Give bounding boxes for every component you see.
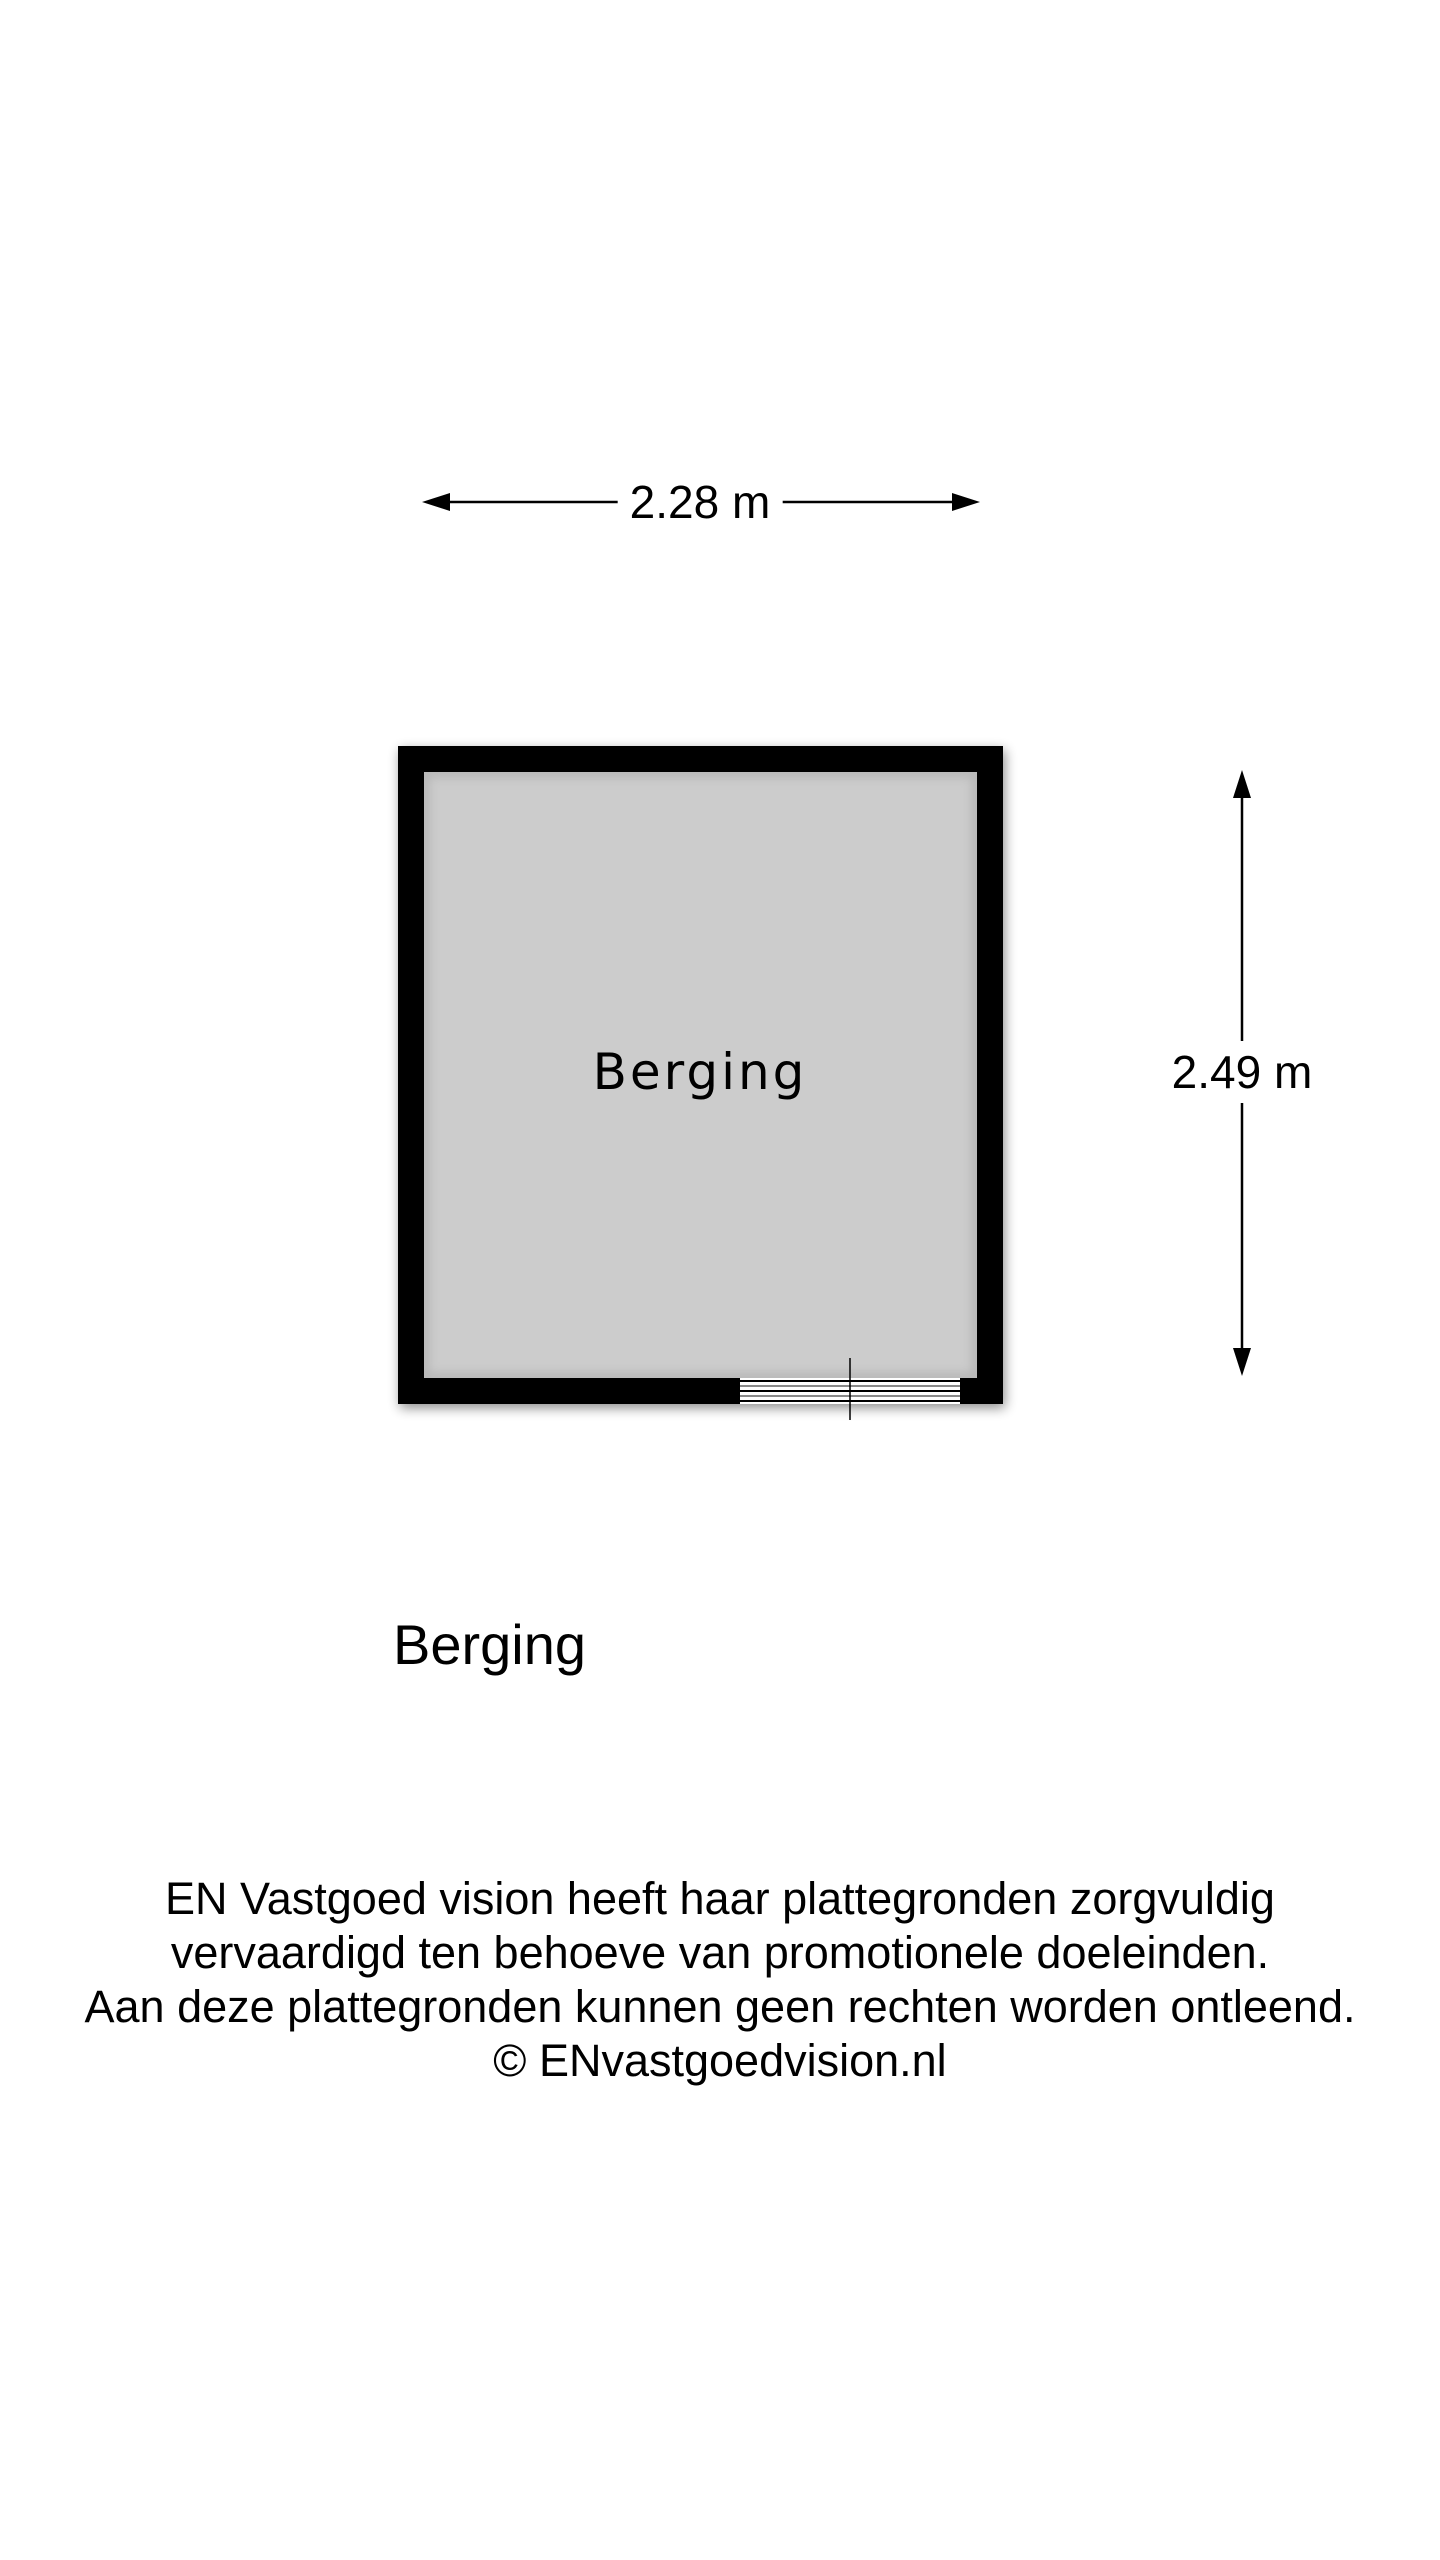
arrow-left-icon <box>422 493 450 511</box>
arrow-up-icon <box>1233 770 1251 798</box>
room-name-label: Berging <box>592 1043 808 1101</box>
height-dimension-label: 2.49 m <box>1168 1041 1317 1103</box>
disclaimer-line: EN Vastgoed vision heeft haar plattegronden zorgvuldig <box>165 1873 1275 1924</box>
disclaimer-line: Aan deze plattegronden kunnen geen rechten worden ontleend. <box>84 1981 1356 2032</box>
copyright-line: © ENvastgoedvision.nl <box>493 2035 947 2086</box>
disclaimer-text <box>0 1872 1440 2088</box>
arrow-right-icon <box>952 493 980 511</box>
width-dimension-label: 2.28 m <box>618 479 783 525</box>
disclaimer-line: vervaardigd ten behoeve van promotionele doeleinden. <box>170 1927 1270 1978</box>
floor-title: Berging <box>393 1613 587 1676</box>
arrow-down-icon <box>1233 1348 1251 1376</box>
